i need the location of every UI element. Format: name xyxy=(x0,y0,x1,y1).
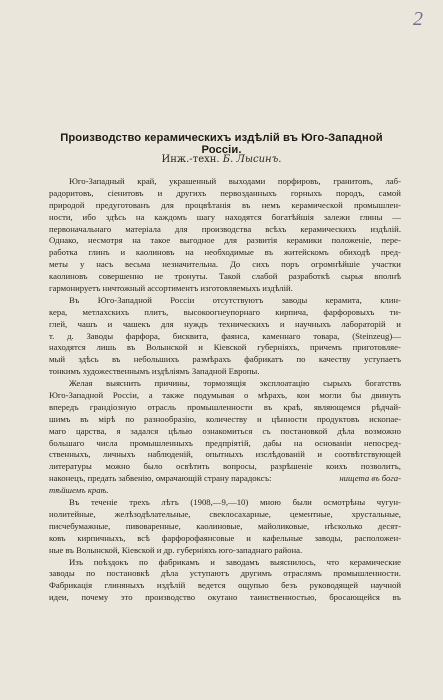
text-line: мый здѣсь въ небольшихъ размѣрахъ фабрикатъ по качеству уступаетъ xyxy=(49,354,401,365)
text-line: находятся лишь въ Волынской и Кіевской губерніяхъ, причемъ приготовляе- xyxy=(49,342,401,353)
paragraph xyxy=(49,557,401,605)
text-line: большаго числа промышленныхъ предпріятій, дабы на основаніи непосред- xyxy=(49,437,401,448)
text-line: идеи, почему это производство окутано таинственностью, бросающейся въ xyxy=(49,592,401,603)
text-line: работка глинъ и каолиновъ на необходимые въ житейскомъ обиходѣ пред- xyxy=(49,247,401,258)
text-line: ственныхъ, личныхъ наблюденій, опытныхъ изслѣдованій и соотвѣтствующей xyxy=(49,449,401,460)
text-line: гармонируетъ ничтожный ассортиментъ изготовляемыхъ издѣлій. xyxy=(49,283,293,294)
text-line: нолитейные, желѣзодѣлательные, свеклосахарные, цементные, хрустальные, xyxy=(49,508,401,519)
emphasis-text: тѣйшемъ краѣ. xyxy=(49,485,109,496)
paragraph xyxy=(49,295,401,378)
text-line: Юго-Западный край, украшенный выходами порфировъ, гранитовъ, лаб- xyxy=(69,176,401,186)
text-line: радоритовъ, сіенитовъ и другихъ первозданныхъ горныхъ породъ, самой xyxy=(49,187,401,198)
text-line: писчебумажные, пивоваренные, каолиновые, майоликовые, нѣсколько десят- xyxy=(49,520,401,531)
author-line xyxy=(0,154,443,165)
text-line: глей, чашъ и чашекъ для нуждъ техническихъ и научныхъ лабораторій и xyxy=(49,318,401,329)
text-line: кера, метлахскихъ плитъ, высокоогнеупорнаго кирпича, фарфоровыхъ ти- xyxy=(49,306,401,317)
text-line: первоначальнаго матеріала для производства всѣхъ керамическихъ издѣлій. xyxy=(49,223,401,234)
text-line: меты у насъ весьма незначительна. До сихъ поръ огромнѣйшіе участки xyxy=(49,259,401,270)
paragraph xyxy=(49,378,401,497)
text-line: Юго-Западной Россіи, а также подумывая о мѣрахъ, кои могли бы двинуть xyxy=(49,390,401,401)
text-line: природой предуготованъ для процвѣтанія въ немъ керамической промышлен- xyxy=(49,199,401,210)
text-line: Однако, несмотря на такое выгодное для развитія керамики положеніе, пере- xyxy=(49,235,401,246)
author-name: Б. Лысинъ. xyxy=(222,154,282,165)
text-line: литературы можно было освѣтить вопросы, разрѣшеніе коихъ позволитъ, xyxy=(49,461,401,472)
author-prefix: Инж.-техн. xyxy=(161,154,220,165)
paragraph xyxy=(49,176,401,295)
text-line: ности, ибо здѣсь на каждомъ шагу находятся богатѣйшія залежи глины — xyxy=(49,211,401,222)
text-line: ковъ кирпичныхъ, всѣ фарфорофаянсовые и кафельные заводы, расположен- xyxy=(49,532,401,543)
text-line: Изъ поѣздокъ по фабрикамъ и заводамъ выяснилось, что керамические xyxy=(69,556,401,567)
paragraph xyxy=(49,497,401,556)
emphasis-text: нищета въ бога- xyxy=(339,473,401,484)
text-line: т. д. Заводы фарфора, бисквита, фаянса, каменнаго товара, (Steinzeug)— xyxy=(49,330,401,341)
text-line: маго царства, я задался цѣлью ознакомиться съ постановкой дѣла возможно xyxy=(49,425,401,436)
text-line xyxy=(49,473,401,485)
text-line: шимъ въ мірѣ по разнообразію, количеству и цѣнности продуктовъ ископае- xyxy=(49,413,401,424)
text-line: Фабрикація глиняныхъ издѣлій ведется ощупью безъ руководящей научной xyxy=(49,580,401,591)
text-line xyxy=(49,485,401,497)
text-line: заводы по постановкѣ дѣла уступаютъ другимъ отраслямъ промышленности. xyxy=(49,568,401,579)
text-segment: наконецъ, предать забвенію, омрачающій страну парадоксъ: xyxy=(49,473,272,484)
text-line: Въ теченіе трехъ лѣтъ (1908,—9,—10) мною были осмотрѣны чугун- xyxy=(69,497,401,508)
text-line: каолиновъ совершенно не тронуты. Такой слабой разработкѣ сырья вполнѣ xyxy=(49,271,401,282)
text-line: тонкимъ художественнымъ издѣліямъ Западной Европы. xyxy=(49,366,260,377)
page-number: 2 xyxy=(413,8,423,30)
text-line: ные въ Волынской, Кіевской и др. губерніяхъ юго-западнаго района. xyxy=(49,544,303,555)
text-line: впередъ грандіозную отрасль промышленности въ краѣ, являющемся рѣдчай- xyxy=(49,401,401,412)
article-body xyxy=(49,176,401,604)
text-line: Въ Юго-Западной Россіи отсутствуютъ заводы керамита, клин- xyxy=(69,294,401,305)
text-line: Желая выяснить причины, тормозящія эксплоатацію сырыхъ богатствъ xyxy=(69,378,401,389)
article-title: Производство керамическихъ издѣлій въ Юго-Западной Россіи. xyxy=(60,132,383,156)
